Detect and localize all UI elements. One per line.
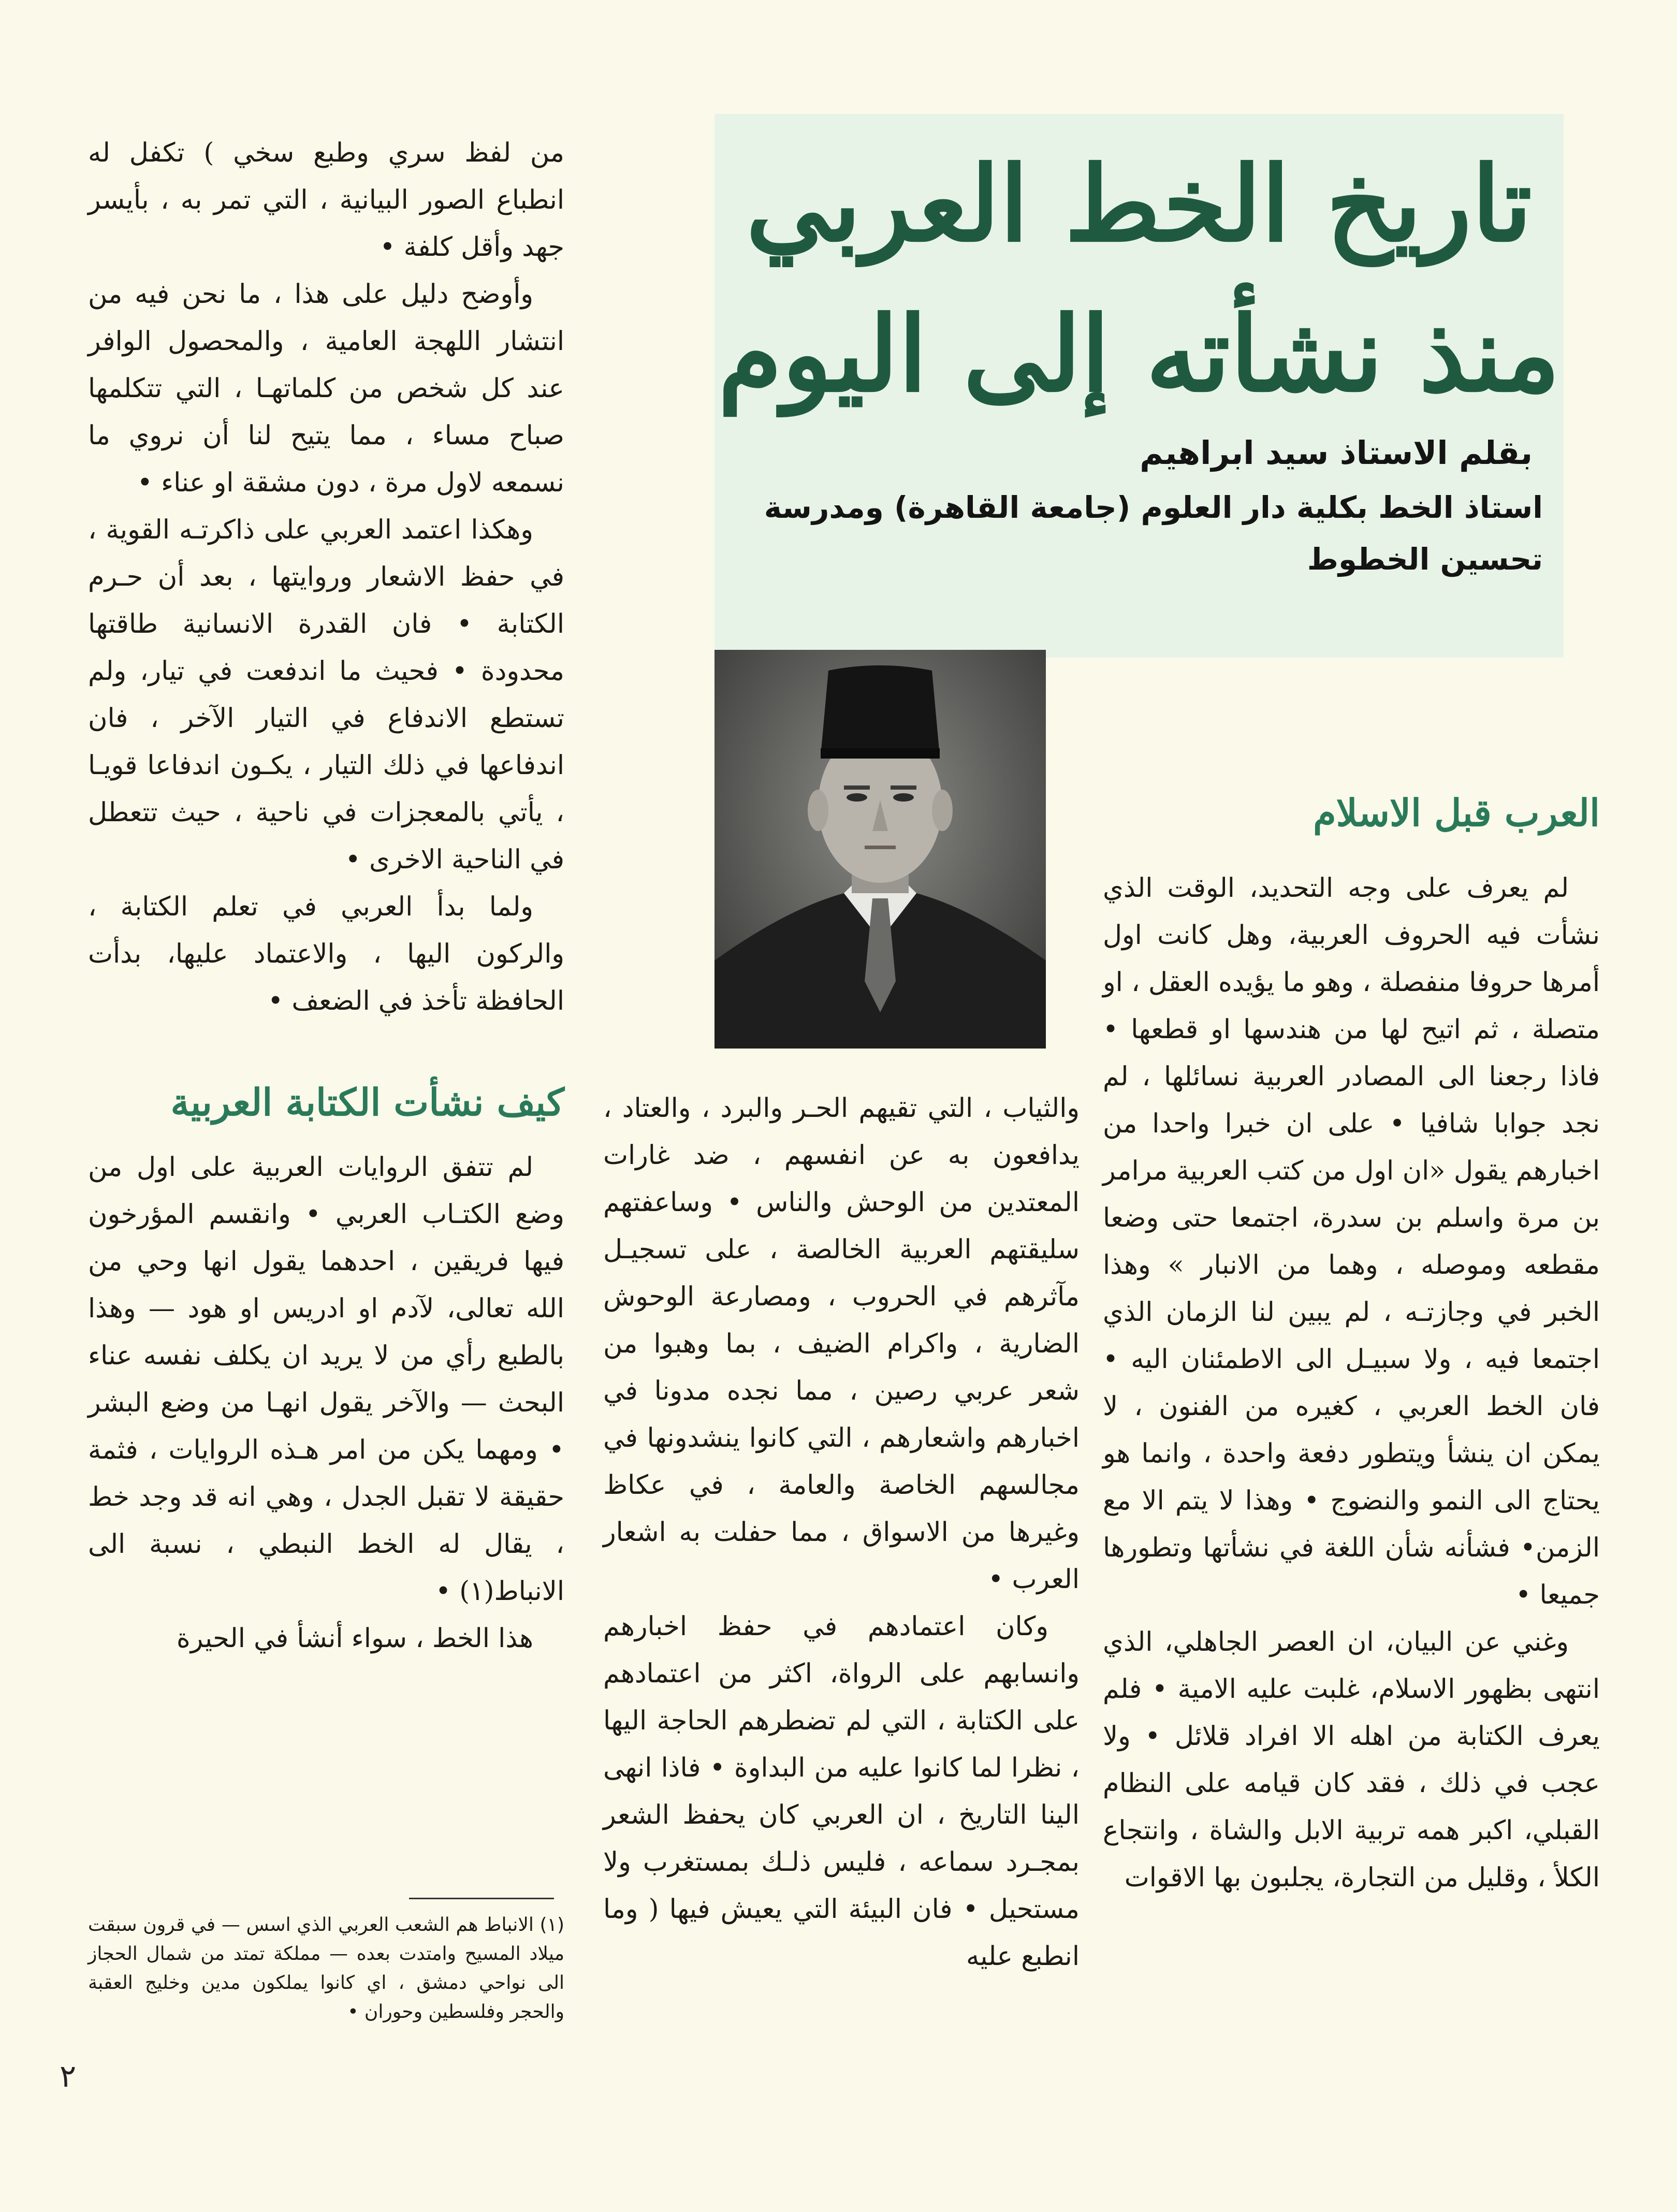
- paragraph: والثياب ، التي تقيهم الحـر والبرد ، والعتاد ، يدافعون به عن انفسهم ، ضد غارات المعتدين من الوحش والناس • وساعفتهم سليقتهم العربية الخالصة ، على تسجيـل مآثرهم في الحروب ، ومصارعة الوحوش الضارية ، واكرام الضيف ، بما وهبوا من شعر عربي رصين ، مما نجده مدونا في اخبارهم واشعارهم ، التي كانوا ينشدونها في مجالسهم الخاصة والعامة ، في عكاظ وغيرها من الاسواق ، مما حفلت به اشعار العرب •: [603, 1093, 1080, 1595]
- title-line-1: تاريخ الخط العربي: [746, 143, 1533, 265]
- paragraph: هذا الخط ، سواء أنشأ في الحيرة: [177, 1623, 533, 1654]
- author-affiliation: استاذ الخط بكلية دار العلوم (جامعة القاهرة) ومدرسة تحسين الخطوط: [764, 490, 1543, 577]
- author-portrait-image: [714, 650, 1046, 1049]
- page-number: ٢: [60, 2058, 77, 2094]
- footnote-divider: [409, 1898, 554, 1899]
- author-byline: بقلم الاستاذ سيد ابراهيم: [1140, 434, 1533, 472]
- paragraph: لم يعرف على وجه التحديد، الوقت الذي نشأت فيه الحروف العربية، وهل كانت اول أمرها حروفا منفصلة ، وهو ما يؤيده العقل ، او متصلة ، ثم اتيح لها من هندسها او قطعها • فاذا رجعنا الى المصادر العربية نسائلها ، لم نجد جوابا شافيا • على ان خبرا واحدا من اخبارهم يقول «ان اول من كتب العربية مرامر بن مرة واسلم بن سدرة، اجتمعا حتى وضعا مقطعه وموصله ، وهما من الانبار » وهذا الخبر في وجازتـه ، لم يبين لنا الزمان الذي اجتمعا فيه ، ولا سبيـل الى الاطمئنان اليه • فان الخط العربي ، كغيره من الفنون ، لا يمكن ان ينشأ ويتطور دفعة واحدة ، وانما هو يحتاج الى النمو والنضوج • وهذا لا يتم الا مع الزمن• فشأنه شأن اللغة في نشأتها وتطورها جميعا •: [1103, 873, 1600, 1610]
- paragraph: وأوضح دليل على هذا ، ما نحن فيه من انتشار اللهجة العامية ، والمحصول الوافر عند كل شخص من كلماتهـا ، التي تتكلمها صباح مساء ، مما يتيح لنا أن نروي ما نسمعه لاول مرة ، دون مشقة او عناء •: [88, 279, 564, 498]
- title-line-2: منذ نشأته إلى اليوم: [718, 294, 1561, 415]
- paragraph: وهكذا اعتمد العربي على ذاكرتـه القوية ، في حفظ الاشعار وروايتها ، بعد أن حـرم الكتابة • فان القدرة الانسانية طاقتها محدودة • فحيث ما اندفعت في تيار، ولم تستطع الاندفاع في التيار الآخر ، فان اندفاعها في ذلك التيار ، يكـون اندفاعا قويـا ، يأتي بالمعجزات في ناحية ، حيث تتعطل في الناحية الاخرى •: [88, 515, 564, 875]
- title-block: [714, 114, 1564, 658]
- section-heading-arabs-before-islam: العرب قبل الاسلام: [1313, 791, 1600, 835]
- text-column-left: [88, 129, 564, 1662]
- text-column-right: [1103, 791, 1600, 1901]
- paragraph: من لفظ سري وطبع سخي ) تكفل له انطباع الصور البيانية ، التي تمر به ، بأيسر جهد وأقل كلفة •: [88, 138, 564, 263]
- section-heading-how-arabic-writing-began: كيف نشأت الكتابة العربية: [170, 1080, 564, 1124]
- text-column-middle: [603, 1085, 1080, 1980]
- paragraph: لم تتفق الروايات العربية على اول من وضع الكتـاب العربي • وانقسم المؤرخون فيها فريقين ، احدهما يقول انها وحي من الله تعالى، لآدم او ادريس او هود — وهذا بالطبع رأي من لا يريد ان يكلف نفسه عناء البحث — والآخر يقول انهـا من وضع البشر • ومهما يكن من امر هـذه الروايات ، فثمة حقيقة لا تقبل الجدل ، وهي انه قد وجد خط ، يقال له الخط النبطي ، نسبة الى الانباط(١) •: [88, 1152, 564, 1607]
- paragraph: ولما بدأ العربي في تعلم الكتابة ، والركون اليها ، والاعتماد عليها، بدأت الحافظة تأخذ في الضعف •: [88, 892, 564, 1016]
- paragraph: وغني عن البيان، ان العصر الجاهلي، الذي انتهى بظهور الاسلام، غلبت عليه الامية • فلم يعرف الكتابة من اهله الا افراد قلائل • ولا عجب في ذلك ، فقد كان قيامه على النظام القبلي، اكبر همه تربية الابل والشاة ، وانتجاع الكلأ ، وقليل من التجارة، يجلبون بها الاقوات: [1103, 1627, 1600, 1893]
- footnote: (١) الانباط هم الشعب العربي الذي اسس — في قرون سبقت ميلاد المسيح وامتدت بعده — مملكة تمتد من شمال الحجاز الى نواحي دمشق ، اي كانوا يملكون مدين وخليج العقبة والحجر وفلسطين وحوران •: [88, 1914, 564, 2022]
- paragraph: وكان اعتمادهم في حفظ اخبارهم وانسابهم على الرواة، اكثر من اعتمادهم على الكتابة ، التي لم تضطرهم الحاجة اليها ، نظرا لما كانوا عليه من البداوة • فاذا انهى الينا التاريخ ، ان العربي كان يحفظ الشعر بمجـرد سماعه ، فليس ذلـك بمستغرب ولا مستحيل • فان البيئة التي يعيش فيها ( وما انطبع عليه: [603, 1611, 1080, 1972]
- author-portrait: [714, 650, 1046, 1049]
